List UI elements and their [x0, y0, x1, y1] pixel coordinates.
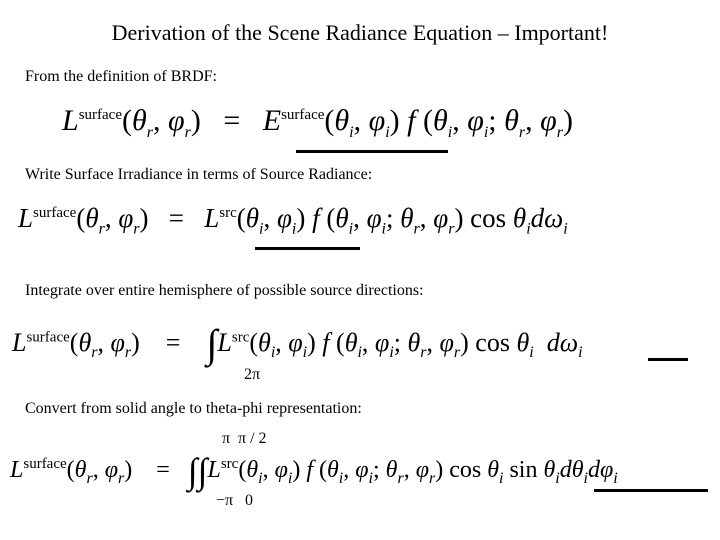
eq3-lower-limit: 2π: [244, 366, 261, 383]
source-radiance-underline: [255, 247, 360, 250]
equation-hemisphere-integral: $L^{surface}(\theta_r$, $\varphi_r$) = $\int L^{src}(\theta_i$, $\varphi_i$) f ($\theta_i$, $\varphi_i$; $\theta_r$, $\varphi_r$) $\cos \theta_i$ $d\omega_i$: [12, 321, 583, 366]
slide-title: Derivation of the Scene Radiance Equation – Important!: [111, 20, 609, 45]
irradiance-underline: [296, 150, 448, 153]
step-1-text: From the definition of BRDF:: [25, 68, 217, 85]
step-3-text: Integrate over entire hemisphere of possible source directions:: [25, 282, 424, 299]
equation-brdf: $L^{surface}(\theta_r$, $\varphi_r) = E^{surface}(\theta_i$, $\varphi_i$) f ($\theta_i$, $\varphi_i$; $\theta_r$, $\varphi_r$): [62, 104, 573, 141]
step-4-text: Convert from solid angle to theta-phi representation:: [25, 400, 362, 417]
theta-phi-underline: [594, 489, 708, 492]
equation-irradiance: $L^{surface}(\theta_r$, $\varphi_r) = L^{src}(\theta_i$, $\varphi_i$) f ($\theta_i$, $\varphi_i$; $\theta_r$, $\varphi_r$) $\cos \theta_id\omega_i$: [18, 203, 568, 238]
eq4-outer-lower-limit: −π: [216, 492, 234, 509]
equation-theta-phi: $L^{surface}(\theta_r$, $\varphi_r$) = $\int\int L^{src}(\theta_i$, $\varphi_i$) f ($\theta_i$, $\varphi_i$; $\theta_r$, $\varphi_r$) $\cos \theta_i$ $\sin \theta_id\theta_id\varphi_i$: [10, 451, 618, 491]
eq4-inner-upper-limit: π / 2: [238, 430, 267, 447]
eq4-outer-upper-limit: π: [222, 430, 231, 447]
eq4-inner-lower-limit: 0: [245, 492, 253, 509]
solid-angle-underline: [648, 358, 688, 361]
step-2-text: Write Surface Irradiance in terms of Source Radiance:: [25, 166, 373, 183]
